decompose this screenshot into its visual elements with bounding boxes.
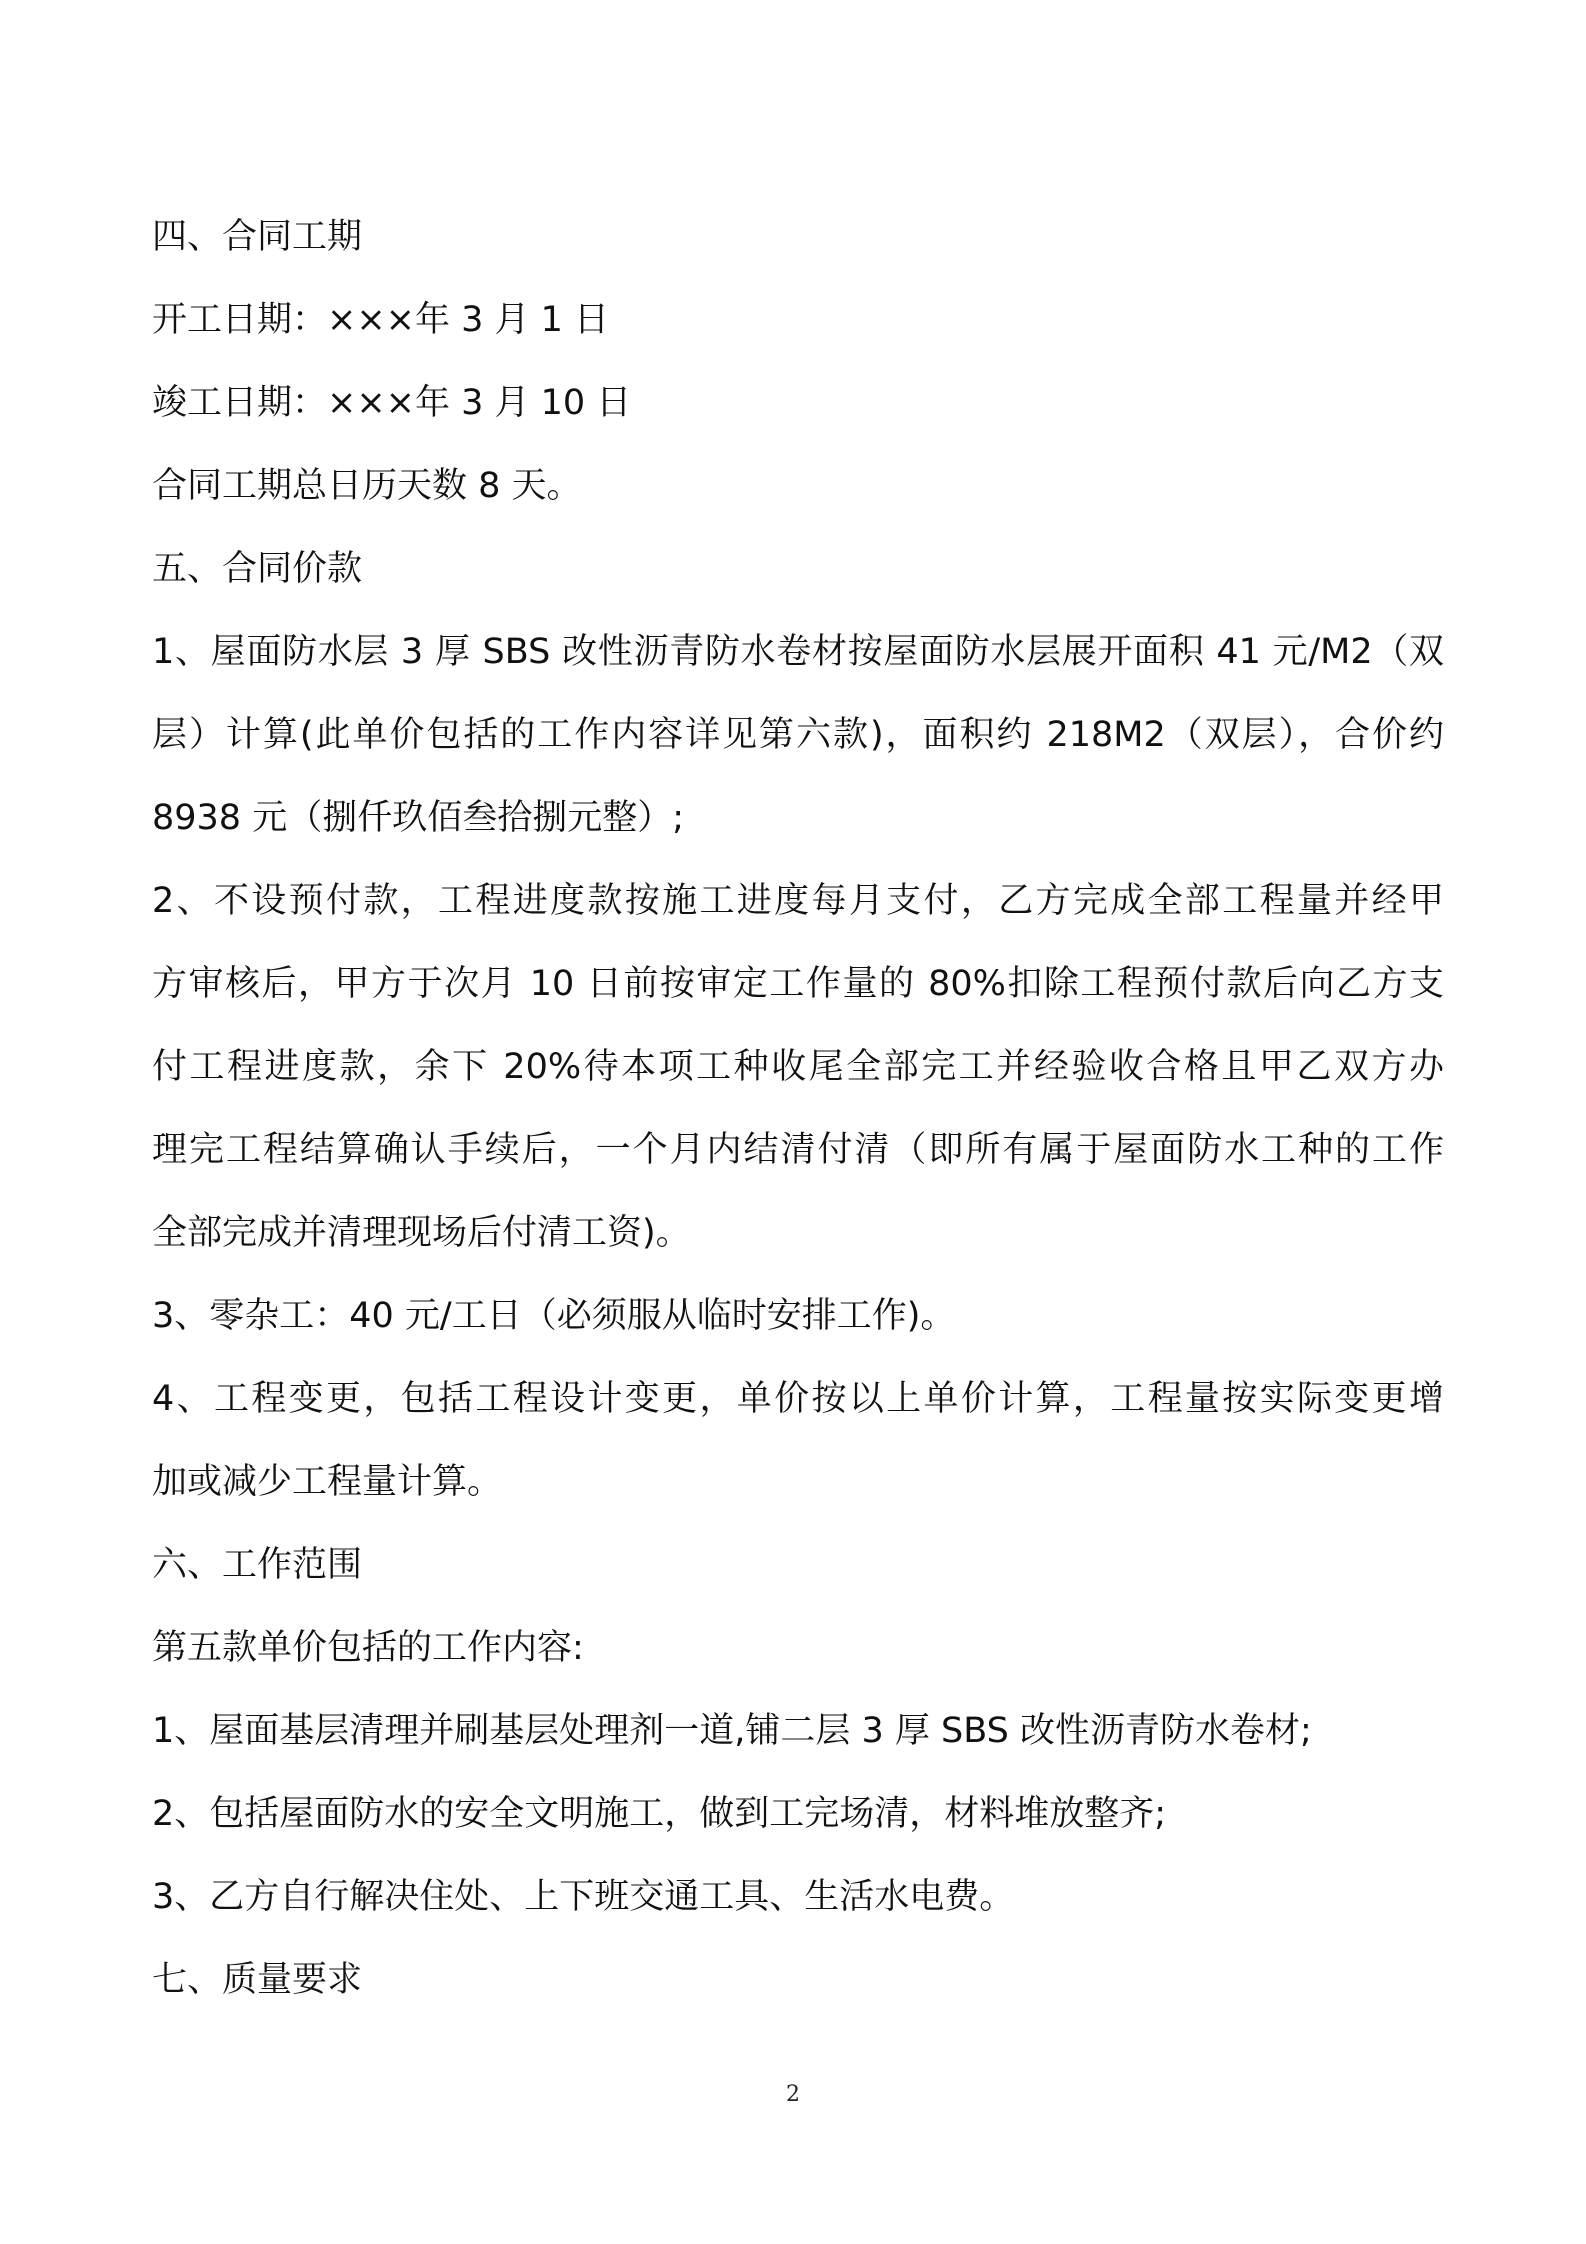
paragraph-line: 理完工程结算确认手续后，一个月内结清付清（即所有属于屋面防水工种的工作 [152,1130,1444,1170]
page-number: 2 [786,2082,800,2107]
section-heading-work-scope: 六、工作范围 [152,1545,363,1585]
document-body [152,196,1444,2022]
paragraph-line: 加或减少工程量计算。 [152,1462,503,1502]
paragraph-line: 方审核后，甲方于次月 10 日前按审定工作量的 80%扣除工程预付款后向乙方支 [152,964,1444,1004]
paragraph-line: 全部完成并清理现场后付清工资)。 [152,1213,691,1253]
total-days-line: 合同工期总日历天数 8 天。 [152,466,582,506]
paragraph-line: 层）计算(此单价包括的工作内容详见第六款)，面积约 218M2（双层），合价约 [152,715,1444,755]
paragraph-line: 1、屋面基层清理并刷基层处理剂一道,铺二层 3 厚 SBS 改性沥青防水卷材; [152,1711,1312,1751]
paragraph-line: 3、乙方自行解决住处、上下班交通工具、生活水电费。 [152,1877,1015,1917]
completion-date-line: 竣工日期：×××年 3 月 10 日 [152,383,632,423]
section-heading-contract-price: 五、合同价款 [152,549,363,589]
paragraph-line: 3、零杂工：40 元/工日（必须服从临时安排工作)。 [152,1296,956,1336]
paragraph-line: 第五款单价包括的工作内容: [152,1628,584,1668]
paragraph-line: 8938 元（捌仟玖佰叁拾捌元整）; [152,798,684,838]
start-date-line: 开工日期：×××年 3 月 1 日 [152,300,610,340]
paragraph-line: 2、包括屋面防水的安全文明施工，做到工完场清，材料堆放整齐; [152,1794,1167,1834]
section-heading-contract-period: 四、合同工期 [152,217,363,257]
paragraph-line: 4、工程变更，包括工程设计变更，单价按以上单价计算，工程量按实际变更增 [152,1379,1444,1419]
paragraph-line: 2、不设预付款，工程进度款按施工进度每月支付，乙方完成全部工程量并经甲 [152,881,1444,921]
paragraph-line: 付工程进度款，余下 20%待本项工种收尾全部完工并经验收合格且甲乙双方办 [152,1047,1444,1087]
section-heading-quality-requirements: 七、质量要求 [152,1960,363,2000]
paragraph-line: 1、屋面防水层 3 厚 SBS 改性沥青防水卷材按屋面防水层展开面积 41 元/M2（双 [152,632,1444,672]
